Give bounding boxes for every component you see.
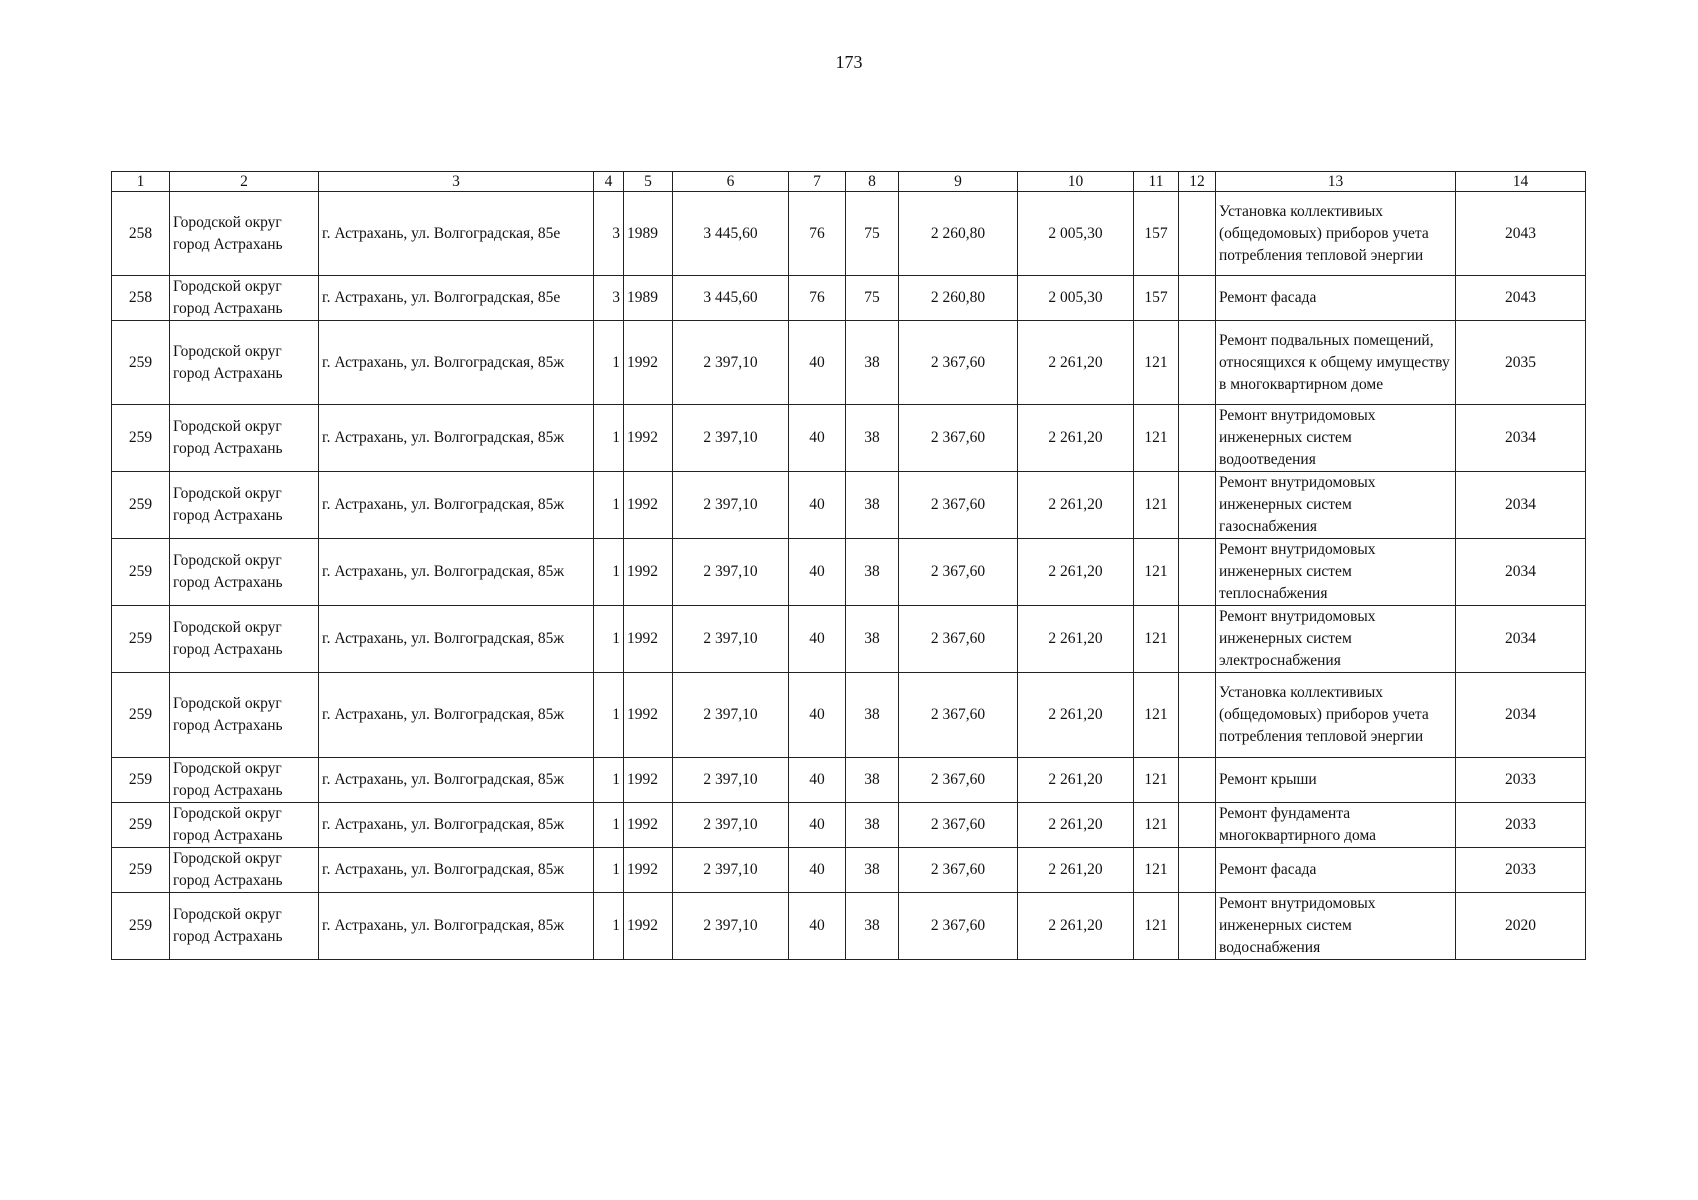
column-header: 9 (899, 172, 1018, 192)
cell-col-7: 40 (789, 848, 846, 893)
cell-work-type: Ремонт внутридомовых инженерных систем теплоснабжения (1216, 539, 1456, 606)
register-body (112, 192, 1586, 960)
cell-address: г. Астрахань, ул. Волгоградская, 85ж (319, 539, 594, 606)
cell-address: г. Астрахань, ул. Волгоградская, 85ж (319, 803, 594, 848)
cell-col-6: 3 445,60 (673, 276, 789, 321)
cell-col-4: 1 (594, 803, 624, 848)
cell-col-11: 121 (1134, 405, 1179, 472)
cell-col-10: 2 261,20 (1018, 848, 1134, 893)
cell-col-9: 2 260,80 (899, 276, 1018, 321)
cell-planned-year: 2034 (1456, 405, 1586, 472)
cell-col-12 (1179, 803, 1216, 848)
cell-address: г. Астрахань, ул. Волгоградская, 85ж (319, 606, 594, 673)
cell-planned-year: 2033 (1456, 848, 1586, 893)
table-row (112, 539, 1586, 606)
cell-year: 1992 (624, 606, 673, 673)
cell-col-6: 2 397,10 (673, 848, 789, 893)
cell-col-7: 40 (789, 539, 846, 606)
page-number: 173 (835, 52, 863, 72)
cell-number: 259 (112, 321, 170, 405)
cell-col-7: 40 (789, 606, 846, 673)
cell-work-type: Ремонт фасада (1216, 848, 1456, 893)
cell-year: 1992 (624, 803, 673, 848)
cell-col-6: 2 397,10 (673, 673, 789, 758)
cell-col-12 (1179, 321, 1216, 405)
cell-number: 259 (112, 472, 170, 539)
cell-year: 1992 (624, 758, 673, 803)
cell-address: г. Астрахань, ул. Волгоградская, 85е (319, 276, 594, 321)
cell-year: 1992 (624, 673, 673, 758)
cell-planned-year: 2043 (1456, 192, 1586, 276)
cell-col-12 (1179, 758, 1216, 803)
column-header: 14 (1456, 172, 1586, 192)
cell-municipality: Городской округ город Астрахань (170, 848, 319, 893)
cell-number: 259 (112, 539, 170, 606)
cell-col-9: 2 367,60 (899, 848, 1018, 893)
cell-col-12 (1179, 673, 1216, 758)
cell-number: 259 (112, 606, 170, 673)
cell-col-10: 2 261,20 (1018, 758, 1134, 803)
cell-col-9: 2 367,60 (899, 673, 1018, 758)
cell-col-9: 2 367,60 (899, 539, 1018, 606)
cell-col-7: 76 (789, 276, 846, 321)
cell-col-11: 121 (1134, 893, 1179, 960)
cell-col-6: 2 397,10 (673, 405, 789, 472)
cell-year: 1992 (624, 539, 673, 606)
column-header: 5 (624, 172, 673, 192)
cell-address: г. Астрахань, ул. Волгоградская, 85ж (319, 893, 594, 960)
cell-col-7: 40 (789, 673, 846, 758)
cell-col-11: 121 (1134, 673, 1179, 758)
cell-col-8: 75 (846, 192, 899, 276)
cell-col-8: 38 (846, 673, 899, 758)
cell-col-6: 2 397,10 (673, 758, 789, 803)
table-row (112, 276, 1586, 321)
cell-planned-year: 2035 (1456, 321, 1586, 405)
cell-col-7: 76 (789, 192, 846, 276)
table-row (112, 606, 1586, 673)
cell-col-6: 2 397,10 (673, 803, 789, 848)
cell-col-9: 2 367,60 (899, 893, 1018, 960)
cell-address: г. Астрахань, ул. Волгоградская, 85ж (319, 673, 594, 758)
cell-col-12 (1179, 606, 1216, 673)
cell-planned-year: 2034 (1456, 673, 1586, 758)
cell-col-10: 2 005,30 (1018, 276, 1134, 321)
cell-planned-year: 2033 (1456, 758, 1586, 803)
cell-planned-year: 2033 (1456, 803, 1586, 848)
cell-municipality: Городской округ город Астрахань (170, 321, 319, 405)
cell-planned-year: 2043 (1456, 276, 1586, 321)
cell-municipality: Городской округ город Астрахань (170, 405, 319, 472)
cell-col-11: 121 (1134, 472, 1179, 539)
cell-col-8: 38 (846, 472, 899, 539)
cell-col-12 (1179, 192, 1216, 276)
cell-address: г. Астрахань, ул. Волгоградская, 85ж (319, 848, 594, 893)
column-header: 2 (170, 172, 319, 192)
cell-year: 1992 (624, 893, 673, 960)
cell-col-7: 40 (789, 472, 846, 539)
cell-col-11: 121 (1134, 848, 1179, 893)
column-header: 11 (1134, 172, 1179, 192)
cell-col-9: 2 367,60 (899, 405, 1018, 472)
table-row (112, 472, 1586, 539)
cell-col-9: 2 367,60 (899, 803, 1018, 848)
cell-col-11: 121 (1134, 758, 1179, 803)
cell-col-9: 2 367,60 (899, 321, 1018, 405)
cell-number: 258 (112, 276, 170, 321)
cell-municipality: Городской округ город Астрахань (170, 276, 319, 321)
column-header: 6 (673, 172, 789, 192)
table-row (112, 893, 1586, 960)
cell-col-11: 157 (1134, 276, 1179, 321)
cell-col-12 (1179, 539, 1216, 606)
cell-col-11: 121 (1134, 803, 1179, 848)
cell-col-7: 40 (789, 321, 846, 405)
table-row (112, 803, 1586, 848)
cell-work-type: Ремонт внутридомовых инженерных систем водоотведения (1216, 405, 1456, 472)
cell-number: 259 (112, 758, 170, 803)
cell-work-type: Ремонт внутридомовых инженерных систем водоснабжения (1216, 893, 1456, 960)
cell-col-6: 2 397,10 (673, 606, 789, 673)
cell-year: 1989 (624, 192, 673, 276)
cell-number: 259 (112, 803, 170, 848)
cell-col-8: 38 (846, 539, 899, 606)
table-row (112, 673, 1586, 758)
cell-col-8: 38 (846, 803, 899, 848)
cell-municipality: Городской округ город Астрахань (170, 192, 319, 276)
column-number-row (112, 172, 1586, 192)
cell-number: 259 (112, 848, 170, 893)
column-header: 12 (1179, 172, 1216, 192)
cell-col-12 (1179, 848, 1216, 893)
cell-col-11: 121 (1134, 539, 1179, 606)
cell-col-8: 38 (846, 893, 899, 960)
column-header: 3 (319, 172, 594, 192)
cell-col-6: 2 397,10 (673, 472, 789, 539)
cell-col-4: 3 (594, 192, 624, 276)
cell-col-4: 1 (594, 539, 624, 606)
table-row (112, 321, 1586, 405)
cell-municipality: Городской округ город Астрахань (170, 803, 319, 848)
cell-col-8: 75 (846, 276, 899, 321)
cell-number: 258 (112, 192, 170, 276)
table-row (112, 758, 1586, 803)
column-header: 1 (112, 172, 170, 192)
cell-col-4: 1 (594, 321, 624, 405)
cell-col-9: 2 367,60 (899, 758, 1018, 803)
cell-col-10: 2 261,20 (1018, 606, 1134, 673)
cell-work-type: Ремонт фундамента многоквартирного дома (1216, 803, 1456, 848)
cell-year: 1989 (624, 276, 673, 321)
cell-col-11: 157 (1134, 192, 1179, 276)
cell-col-4: 1 (594, 405, 624, 472)
cell-number: 259 (112, 673, 170, 758)
cell-col-6: 2 397,10 (673, 893, 789, 960)
column-header: 8 (846, 172, 899, 192)
cell-col-8: 38 (846, 405, 899, 472)
cell-col-10: 2 261,20 (1018, 893, 1134, 960)
cell-col-8: 38 (846, 606, 899, 673)
table-row (112, 192, 1586, 276)
cell-municipality: Городской округ город Астрахань (170, 539, 319, 606)
cell-planned-year: 2034 (1456, 472, 1586, 539)
table-row (112, 405, 1586, 472)
cell-col-10: 2 261,20 (1018, 673, 1134, 758)
cell-col-4: 3 (594, 276, 624, 321)
column-header: 4 (594, 172, 624, 192)
cell-municipality: Городской округ город Астрахань (170, 758, 319, 803)
cell-address: г. Астрахань, ул. Волгоградская, 85е (319, 192, 594, 276)
register-table (111, 171, 1586, 960)
cell-col-7: 40 (789, 803, 846, 848)
cell-col-12 (1179, 472, 1216, 539)
cell-planned-year: 2034 (1456, 606, 1586, 673)
cell-col-10: 2 261,20 (1018, 405, 1134, 472)
cell-col-12 (1179, 405, 1216, 472)
cell-address: г. Астрахань, ул. Волгоградская, 85ж (319, 321, 594, 405)
cell-col-10: 2 261,20 (1018, 803, 1134, 848)
cell-col-7: 40 (789, 405, 846, 472)
cell-municipality: Городской округ город Астрахань (170, 606, 319, 673)
cell-work-type: Ремонт подвальных помещений, относящихся к общему имуществу в многоквартирном доме (1216, 321, 1456, 405)
cell-municipality: Городской округ город Астрахань (170, 893, 319, 960)
cell-col-4: 1 (594, 893, 624, 960)
cell-work-type: Установка коллективиых (общедомовых) приборов учета потребления тепловой энергии (1216, 673, 1456, 758)
cell-year: 1992 (624, 472, 673, 539)
cell-col-9: 2 367,60 (899, 472, 1018, 539)
cell-address: г. Астрахань, ул. Волгоградская, 85ж (319, 405, 594, 472)
table-row (112, 848, 1586, 893)
cell-number: 259 (112, 405, 170, 472)
cell-municipality: Городской округ город Астрахань (170, 673, 319, 758)
cell-planned-year: 2020 (1456, 893, 1586, 960)
cell-col-11: 121 (1134, 321, 1179, 405)
cell-col-8: 38 (846, 321, 899, 405)
cell-col-10: 2 261,20 (1018, 472, 1134, 539)
cell-work-type: Установка коллективиых (общедомовых) приборов учета потребления тепловой энергии (1216, 192, 1456, 276)
column-header: 7 (789, 172, 846, 192)
cell-col-7: 40 (789, 758, 846, 803)
cell-col-10: 2 261,20 (1018, 539, 1134, 606)
cell-address: г. Астрахань, ул. Волгоградская, 85ж (319, 472, 594, 539)
cell-col-8: 38 (846, 758, 899, 803)
cell-col-4: 1 (594, 606, 624, 673)
cell-work-type: Ремонт внутридомовых инженерных систем электроснабжения (1216, 606, 1456, 673)
cell-col-10: 2 261,20 (1018, 321, 1134, 405)
cell-col-12 (1179, 276, 1216, 321)
cell-col-4: 1 (594, 758, 624, 803)
cell-col-12 (1179, 893, 1216, 960)
cell-col-7: 40 (789, 893, 846, 960)
cell-col-4: 1 (594, 673, 624, 758)
column-header: 10 (1018, 172, 1134, 192)
cell-col-9: 2 367,60 (899, 606, 1018, 673)
cell-work-type: Ремонт фасада (1216, 276, 1456, 321)
cell-year: 1992 (624, 848, 673, 893)
cell-year: 1992 (624, 405, 673, 472)
cell-col-11: 121 (1134, 606, 1179, 673)
cell-col-9: 2 260,80 (899, 192, 1018, 276)
cell-col-6: 2 397,10 (673, 321, 789, 405)
cell-number: 259 (112, 893, 170, 960)
cell-col-4: 1 (594, 848, 624, 893)
cell-col-6: 3 445,60 (673, 192, 789, 276)
cell-col-4: 1 (594, 472, 624, 539)
cell-address: г. Астрахань, ул. Волгоградская, 85ж (319, 758, 594, 803)
column-header: 13 (1216, 172, 1456, 192)
cell-work-type: Ремонт внутридомовых инженерных систем газоснабжения (1216, 472, 1456, 539)
cell-col-8: 38 (846, 848, 899, 893)
cell-col-6: 2 397,10 (673, 539, 789, 606)
cell-work-type: Ремонт крыши (1216, 758, 1456, 803)
cell-col-10: 2 005,30 (1018, 192, 1134, 276)
cell-municipality: Городской округ город Астрахань (170, 472, 319, 539)
cell-planned-year: 2034 (1456, 539, 1586, 606)
cell-year: 1992 (624, 321, 673, 405)
